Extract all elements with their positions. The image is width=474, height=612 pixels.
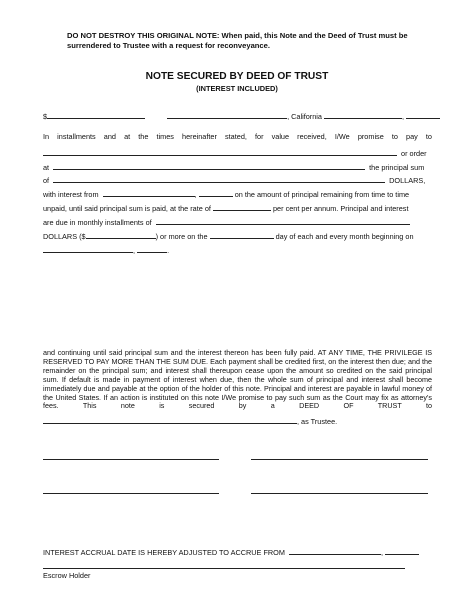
monthly-installments-line bbox=[43, 217, 410, 227]
escrow-signature-line[interactable] bbox=[43, 568, 405, 569]
signature-line-1[interactable] bbox=[43, 459, 219, 460]
or-more-label: ) or more on the bbox=[155, 232, 208, 241]
interest-comma: , bbox=[194, 190, 197, 199]
accrual-date-field[interactable] bbox=[289, 547, 381, 555]
amount-field[interactable] bbox=[47, 111, 145, 119]
date-field[interactable] bbox=[324, 111, 405, 121]
beginning-year-field[interactable] bbox=[137, 245, 170, 255]
due-monthly-label: are due in monthly installments of bbox=[43, 218, 152, 227]
percent-label: per cent per annum. Principal and interest bbox=[273, 204, 409, 213]
interest-rate-line bbox=[43, 203, 408, 213]
payee-line bbox=[43, 148, 427, 158]
beginning-comma: , bbox=[133, 246, 136, 255]
at-label: at bbox=[43, 163, 50, 172]
beginning-end-period: . bbox=[167, 246, 170, 255]
interest-from-year-field[interactable] bbox=[199, 189, 233, 197]
payment-day-field[interactable] bbox=[210, 231, 274, 239]
trustee-field[interactable] bbox=[43, 416, 297, 424]
payment-place-field[interactable] bbox=[53, 162, 365, 170]
monthly-amount-line bbox=[43, 231, 414, 241]
amount-words-line bbox=[43, 175, 425, 185]
year-field[interactable] bbox=[406, 111, 440, 119]
accrual-comma: , bbox=[380, 548, 383, 557]
or-order-label: or order bbox=[401, 149, 427, 158]
dollars-paren-label: DOLLARS ($ bbox=[43, 232, 86, 241]
notice-text: DO NOT DESTROY THIS ORIGINAL NOTE: When paid, this Note and the Deed of Trust must be surrendered to Trustee with a request for reconveyance. bbox=[67, 31, 408, 50]
principal-sum-label: the principal sum bbox=[369, 163, 425, 172]
dollars-label: DOLLARS, bbox=[389, 176, 426, 185]
beginning-date-line bbox=[43, 245, 169, 255]
trustee-line bbox=[43, 416, 337, 426]
signature-line-2[interactable] bbox=[251, 459, 428, 460]
escrow-holder-label: Escrow Holder bbox=[43, 571, 91, 580]
document-title: NOTE SECURED BY DEED OF TRUST bbox=[145, 71, 329, 82]
accrual-label: INTEREST ACCRUAL DATE IS HEREBY ADJUSTED TO ACCRUE FROM bbox=[43, 548, 285, 557]
of-label: of bbox=[43, 176, 50, 185]
payee-field[interactable] bbox=[43, 148, 397, 156]
terms-paragraph: and continuing until said principal sum and the interest thereon has been fully paid. AT ANY TIME, THE PRIVILEGE IS RESERVED TO PAY MORE THAN THE SUM DUE. Each payment shall be credited first, on the interest then due; and the remainder on the principal sum; and interest shall thereupon cease upon the amount so credited on the said principal sum. If default is made in payment of interest when due, then the whole sum of principal and interest shall become immediately due and payable at the option of the holder of this note. Principal and interest are payable in lawful money of the United States. If an action is instituted on this note I/We promise to pay such sum as the Court may fix as attorney’s fees. This note is secured by a DEED OF TRUST to bbox=[43, 348, 432, 411]
unpaid-label: unpaid, until said principal sum is paid, at the rate of bbox=[43, 204, 211, 213]
monthly-amount-field[interactable] bbox=[86, 231, 156, 239]
payment-place-line bbox=[43, 162, 424, 172]
on-amount-label: on the amount of principal remaining from time to time bbox=[234, 190, 410, 199]
signature-line-4[interactable] bbox=[251, 493, 428, 494]
amount-city-date-line bbox=[43, 111, 440, 121]
day-each-label: day of each and every month beginning on bbox=[275, 232, 414, 241]
accrual-line bbox=[43, 547, 419, 557]
date-comma: , bbox=[402, 112, 405, 121]
interest-from-line bbox=[43, 189, 409, 199]
interest-rate-field[interactable] bbox=[213, 203, 271, 211]
as-trustee-label: , as Trustee. bbox=[297, 417, 338, 426]
beginning-date-field[interactable] bbox=[43, 245, 136, 255]
signature-line-3[interactable] bbox=[43, 493, 219, 494]
accrual-year-field[interactable] bbox=[385, 547, 419, 555]
dollar-sign: $ bbox=[43, 112, 48, 121]
city-field[interactable] bbox=[167, 111, 287, 119]
interest-from-date-field[interactable] bbox=[103, 189, 195, 197]
interest-from-label: with interest from bbox=[43, 190, 99, 199]
monthly-amount-words-field[interactable] bbox=[156, 217, 410, 225]
installments-line: In installments and at the times hereinafter stated, for value received, I/We promise to pay to bbox=[43, 132, 432, 141]
document-subtitle: (INTEREST INCLUDED) bbox=[196, 84, 278, 93]
amount-words-field[interactable] bbox=[53, 175, 385, 183]
california-label: , California bbox=[287, 112, 322, 121]
